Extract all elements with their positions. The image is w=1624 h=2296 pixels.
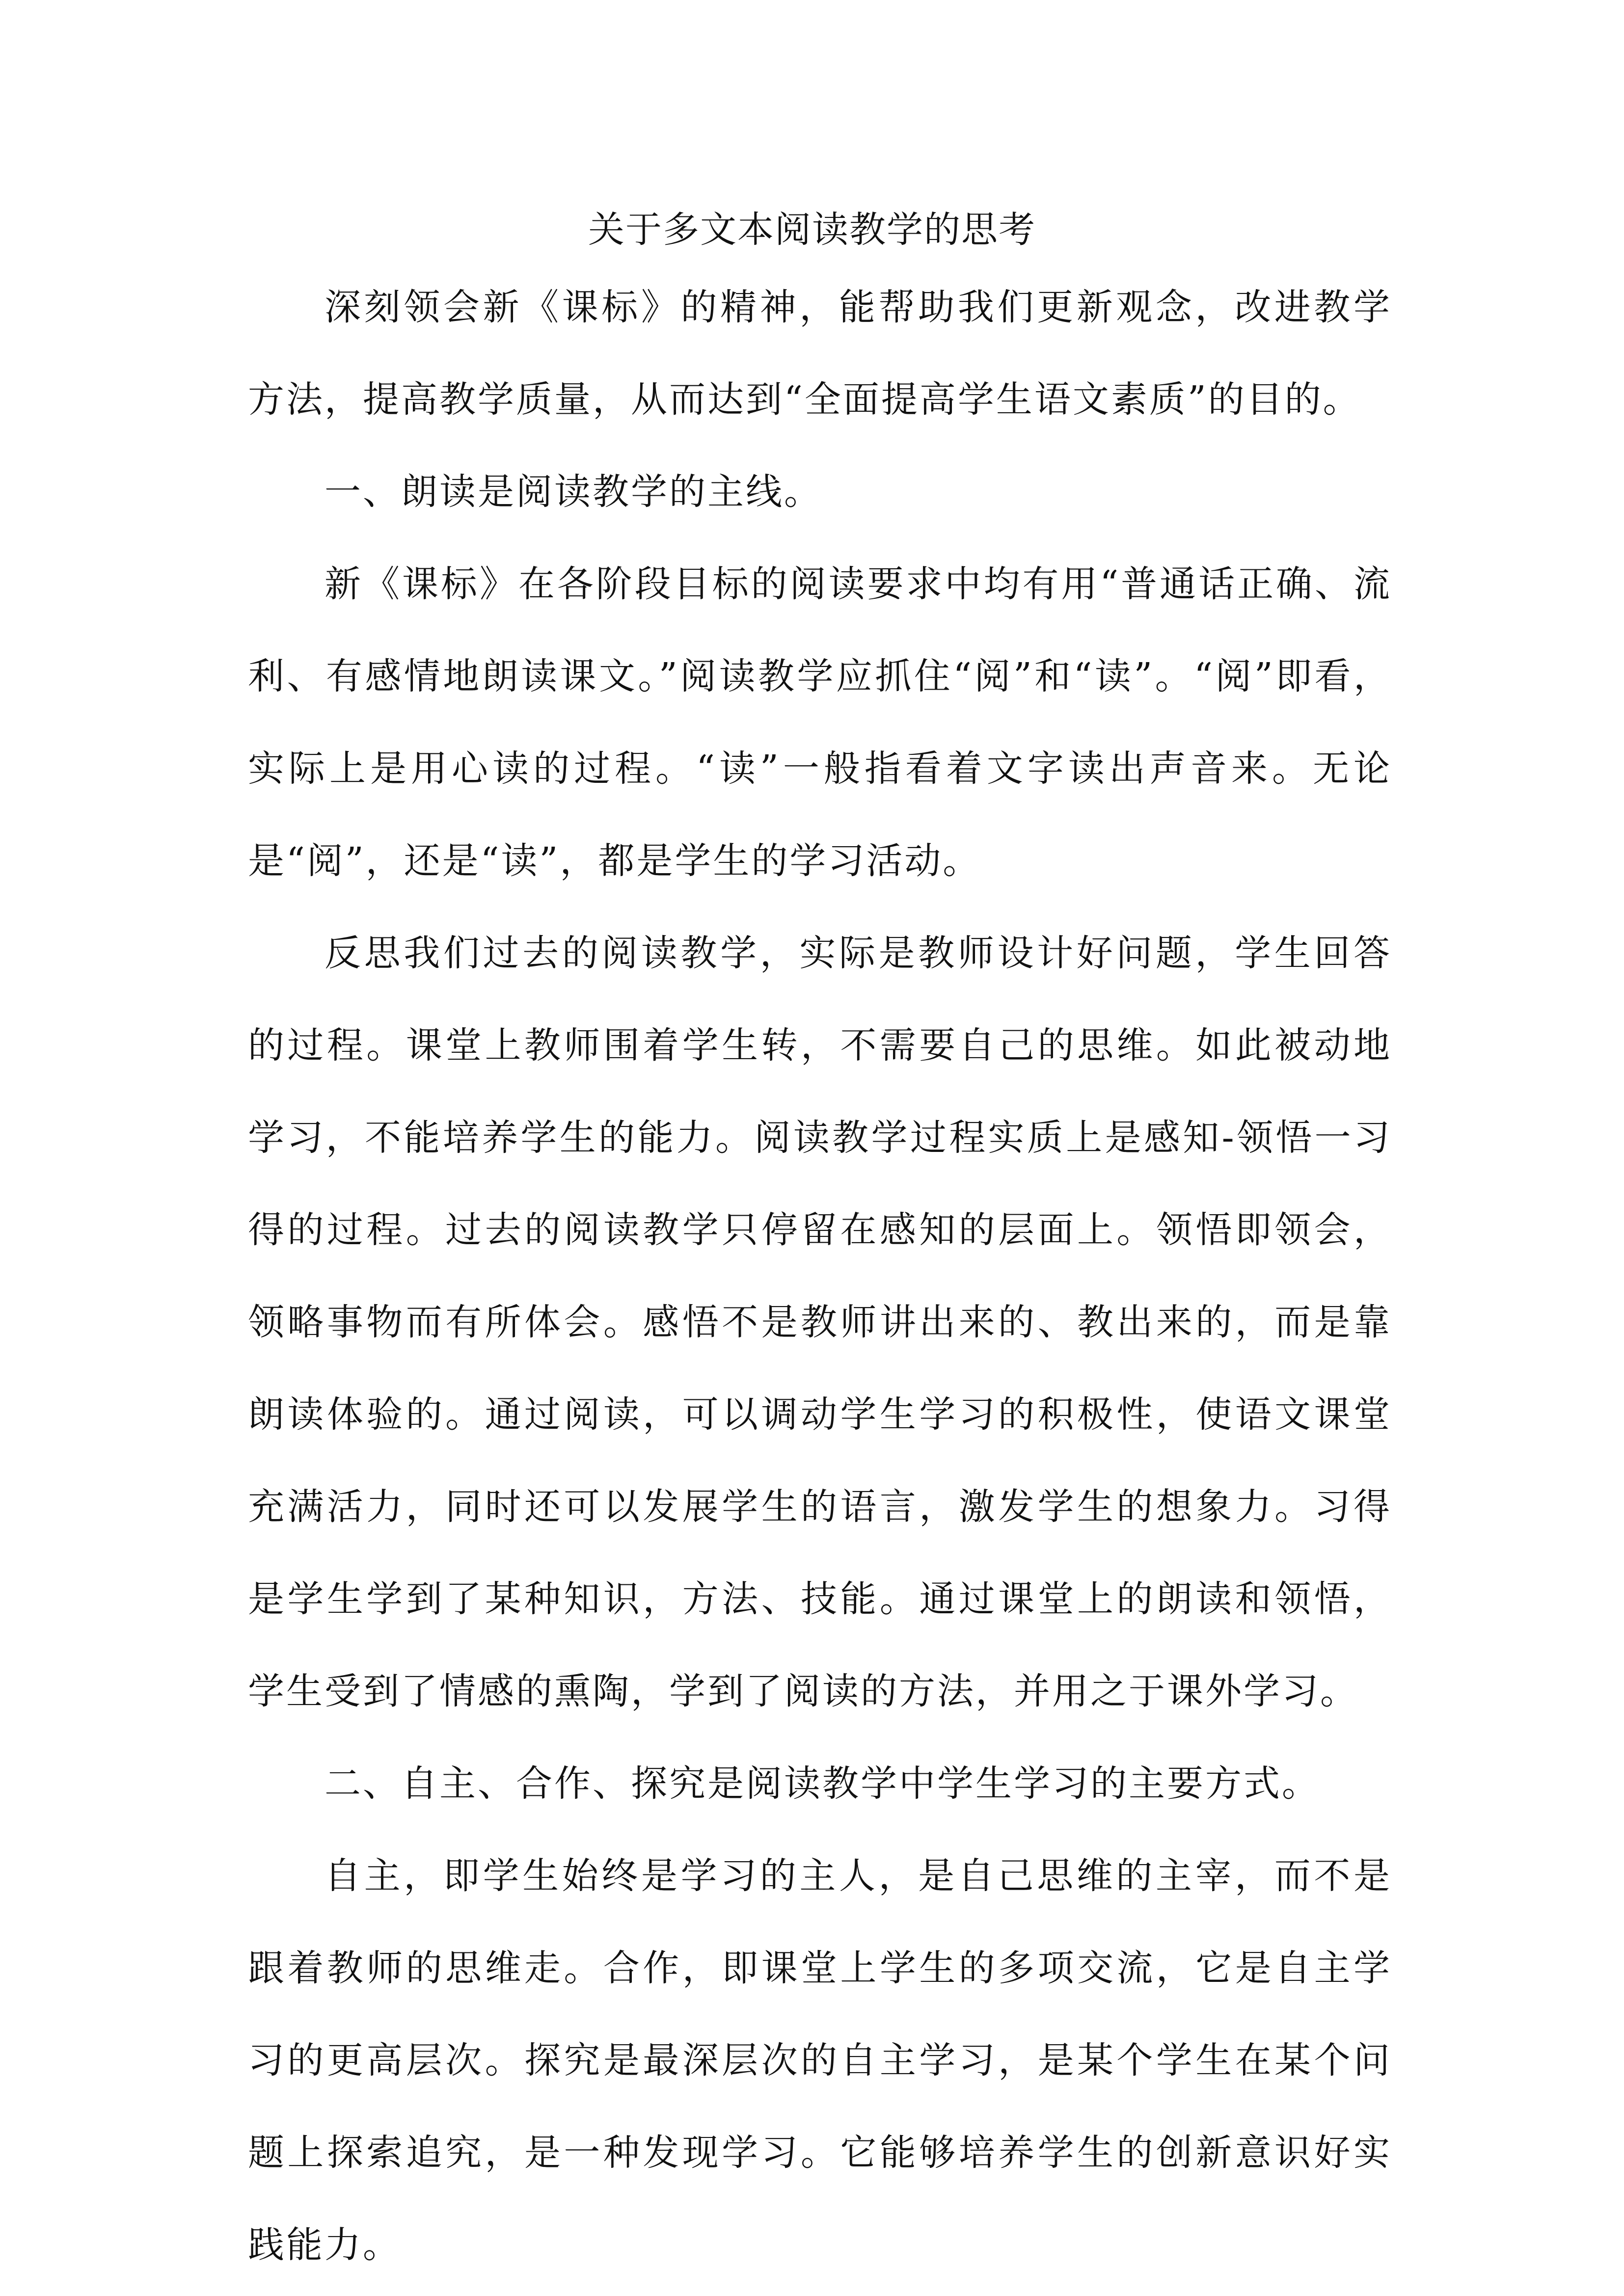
section-heading-1: 一、朗读是阅读教学的主线。 xyxy=(325,471,822,513)
paragraph-reflection: 反思我们过去的阅读教学，实际是教师设计好问题，学生回答的过程。课堂上教师围着学生转，不需要自己的思维。如此被动地学习，不能培养学生的能力。阅读教学过程实质上是感知-领悟一习得的过程。过去的阅读教学只停留在感知的层面上。领悟即领会，领略事物而有所体会。感悟不是教师讲出来的、教出来的，而是靠朗读体验的。通过阅读，可以调动学生学习的积极性，使语文课堂充满活力，同时还可以发展学生的语言，激发学生的想象力。习得是学生学到了某种知识，方法、技能。通过课堂上的朗读和领悟，学生受到了情感的熏陶，学到了阅读的方法，并用之于课外学习。 xyxy=(248,932,1392,1712)
section-heading-2: 二、自主、合作、探究是阅读教学中学生学习的主要方式。 xyxy=(325,1762,1320,1805)
paragraph-intro: 深刻领会新《课标》的精神，能帮助我们更新观念，改进教学方法，提高教学质量，从而达到“全面提高学生语文素质”的目的。 xyxy=(248,286,1392,421)
document-body xyxy=(248,261,1392,2291)
document-title: 关于多文本阅读教学的思考 xyxy=(588,209,1036,251)
paragraph-autonomy: 自主，即学生始终是学习的主人，是自己思维的主宰，而不是跟着教师的思维走。合作，即课堂上学生的多项交流，它是自主学习的更高层次。探究是最深层次的自主学习，是某个学生在某个问题上探索追究，是一种发现学习。它能够培养学生的创新意识好实践能力。 xyxy=(248,1855,1392,2266)
paragraph-reading-requirements: 新《课标》在各阶段目标的阅读要求中均有用“普通话正确、流利、有感情地朗读课文。”阅读教学应抓住“阅”和“读”。“阅”即看，实际上是用心读的过程。“读”一般指看着文字读出声音来。无论是“阅”，还是“读”，都是学生的学习活动。 xyxy=(248,563,1392,882)
